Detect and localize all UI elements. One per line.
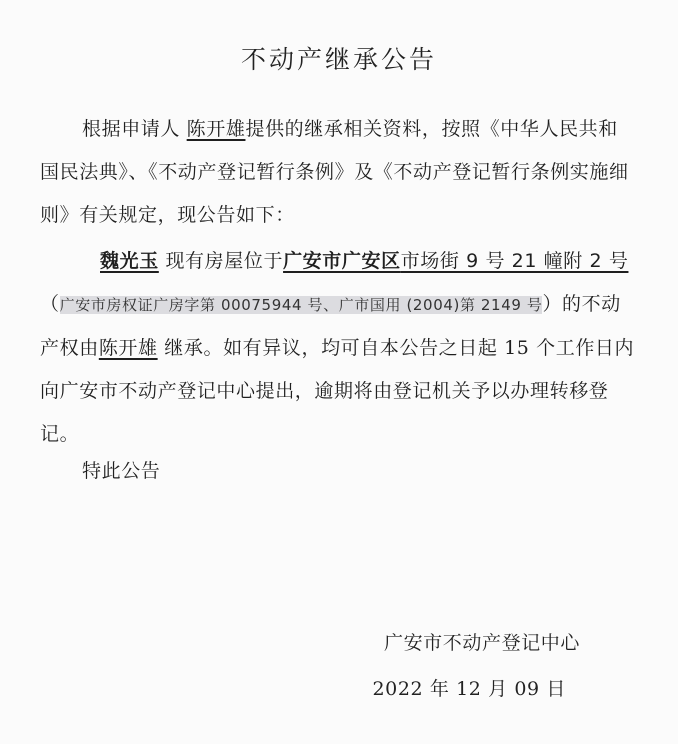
certificate-numbers: 广安市房权证广房字第 00075944 号、广市国用 (2004)第 2149 号: [59, 296, 543, 314]
issue-date: 2022 年 12 月 09 日: [372, 678, 566, 700]
owner-name: 魏光玉: [100, 250, 159, 272]
body-text-rest: 继承。如有异议，均可自本公告之日起 15 个工作日内向广安市不动产登记中心提出，逾期将由登记机关予以办理转移登记。: [40, 337, 635, 445]
issuing-organization: 广安市不动产登记中心: [383, 632, 580, 654]
closing-line: 特此公告: [82, 460, 161, 482]
location-street: 市场街 9 号 21 幢附 2 号: [400, 250, 629, 272]
heir-name: 陈开雄: [98, 337, 158, 359]
intro-text-rest: 提供的继承相关资料，按照《中华人民共和国民法典》、《不动产登记暂行条例》及《不动产登记暂行条例实施细则》有关规定，现公告如下：: [40, 118, 629, 226]
document-title: 不动产继承公告: [240, 45, 437, 74]
body-text-property-right: ）的不动产权由: [40, 293, 621, 359]
applicant-name: 陈开雄: [186, 118, 246, 140]
cert-open-paren: （: [40, 293, 60, 315]
intro-text-start: 根据申请人: [82, 118, 181, 140]
location-district: 广安市广安区: [283, 250, 401, 272]
body-text-location-intro: 现有房屋位于: [165, 250, 284, 272]
intro-paragraph: [40, 108, 636, 237]
body-paragraph: [40, 240, 636, 456]
